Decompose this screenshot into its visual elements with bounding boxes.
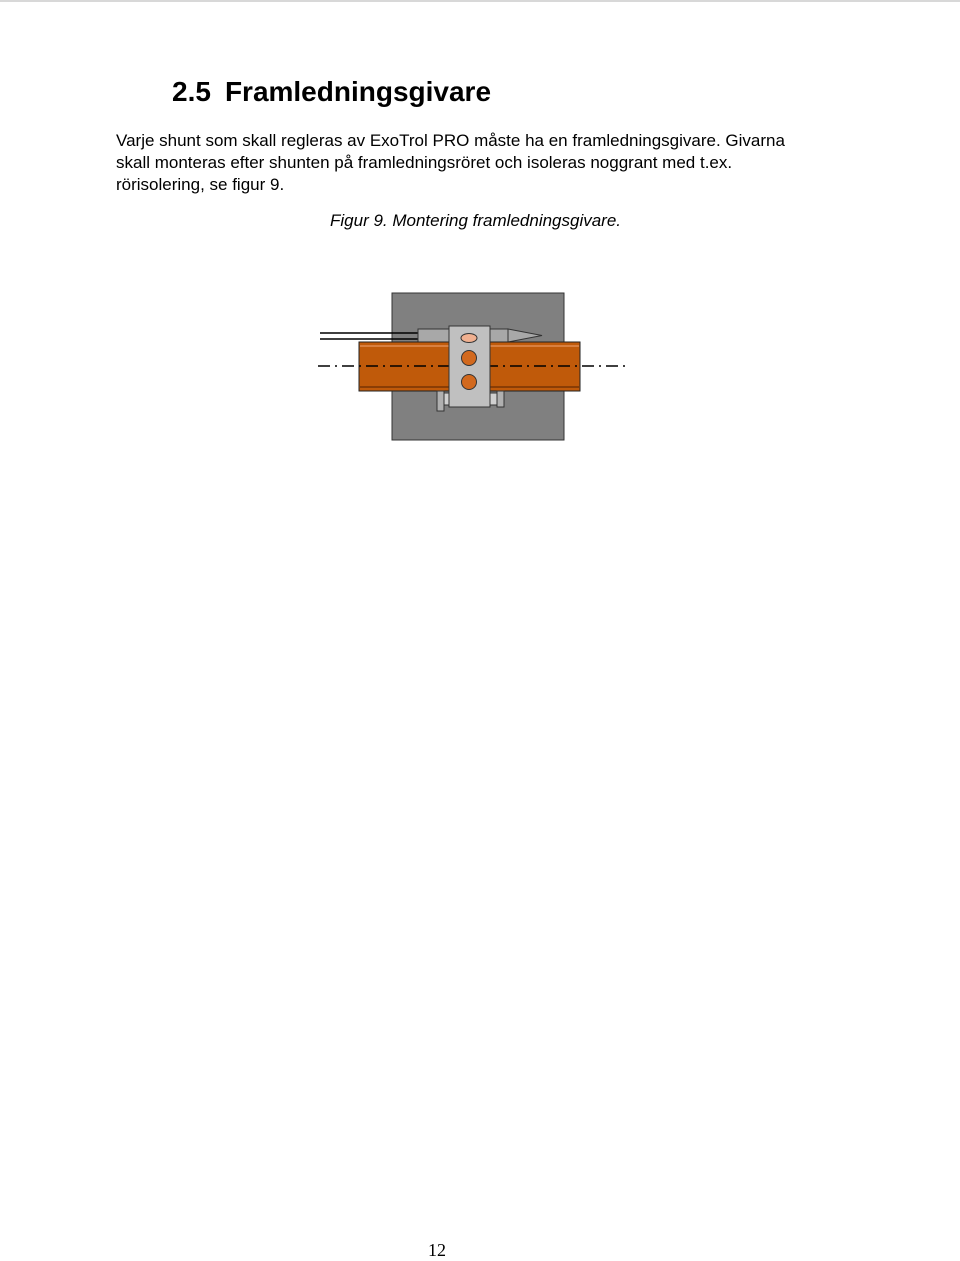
- body-line-3: rörisolering, se figur 9.: [116, 175, 285, 194]
- clamp-nut-right: [490, 393, 497, 405]
- clamp-screw-right: [497, 391, 504, 407]
- body-line-1: Varje shunt som skall regleras av ExoTrol PRO måste ha en framledningsgivare. Givarna: [116, 131, 785, 150]
- sensor-mounting-figure: [300, 280, 640, 450]
- section-title: Framledningsgivare: [224, 76, 492, 107]
- body-paragraph: [116, 130, 836, 196]
- body-line-2: skall monteras efter shunten på framledningsröret och isoleras noggrant med t.ex.: [116, 153, 733, 172]
- page-number: 12: [428, 1240, 446, 1260]
- figure-caption: Figur 9. Montering framledningsgivare.: [330, 211, 622, 230]
- clamp-screw-left: [437, 391, 444, 411]
- section-number: 2.5: [172, 76, 211, 107]
- clamp-hole-middle: [462, 351, 477, 366]
- clamp-hole-bottom: [462, 375, 477, 390]
- page-top-rule: [0, 0, 960, 2]
- section-heading: [172, 76, 491, 108]
- clamp-hole-top: [461, 334, 477, 343]
